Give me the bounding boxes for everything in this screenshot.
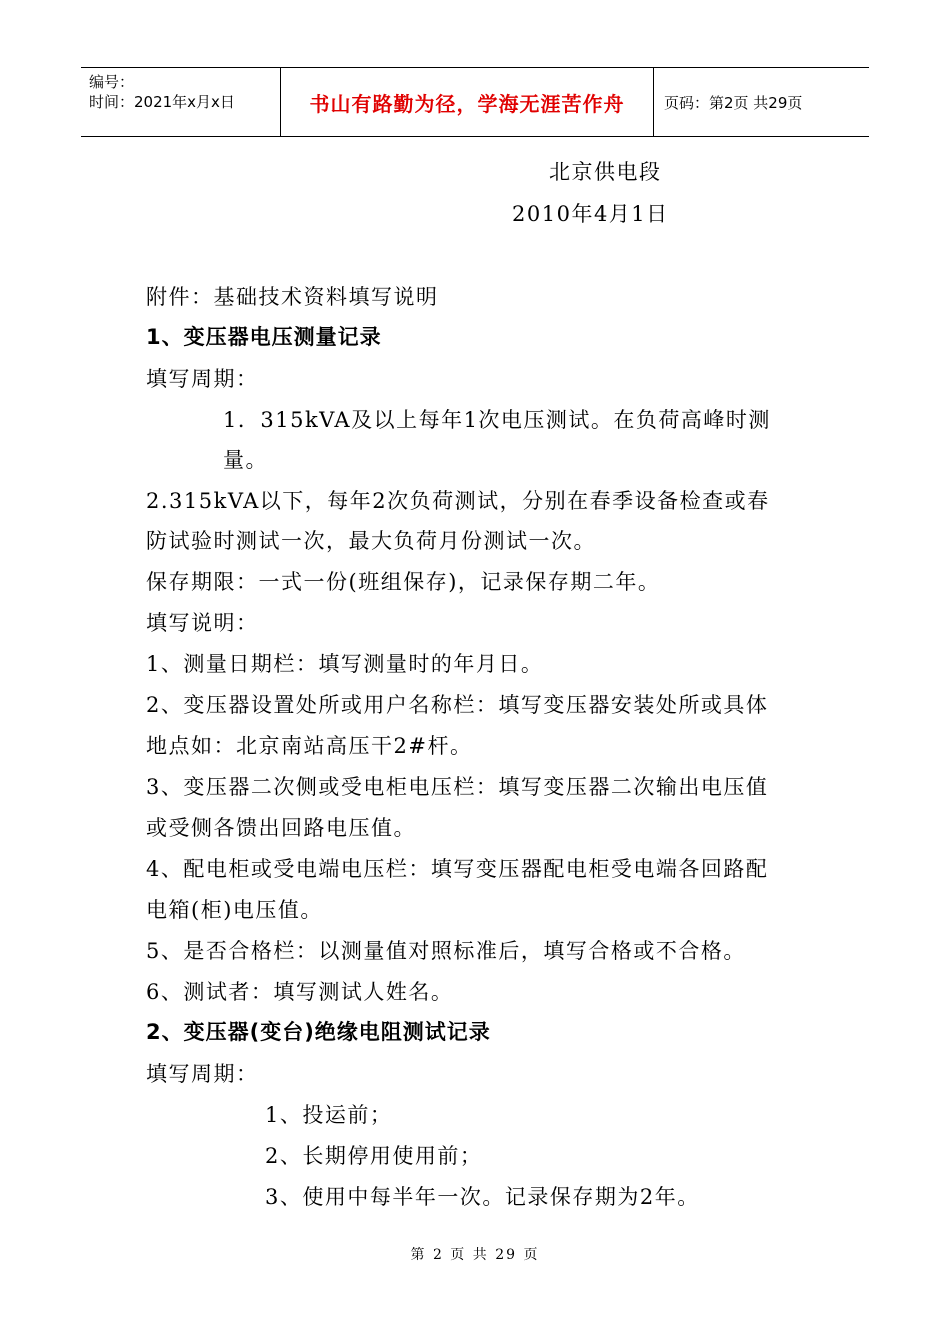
page-header (81, 67, 869, 137)
section-2-period-item-3: 3、使用中每半年一次。记录保存期为2年。 (265, 1185, 700, 1209)
doc-number-label: 编号： (89, 73, 135, 91)
section-1-instr-label: 填写说明： (146, 611, 259, 635)
section-1-instr-2a: 2、变压器设置处所或用户名称栏：填写变压器安装处所或具体 (146, 693, 769, 717)
section-1-period-item-2a: 2.315kVA以下，每年2次负荷测试，分别在春季设备检查或春 (146, 489, 770, 513)
section-1-instr-3b: 或受侧各馈出回路电压值。 (146, 816, 416, 840)
attachment-title: 附件：基础技术资料填写说明 (146, 285, 439, 309)
section-1-instr-5: 5、是否合格栏：以测量值对照标准后，填写合格或不合格。 (146, 939, 746, 963)
section-1-instr-4b: 电箱(柜)电压值。 (146, 898, 323, 922)
header-meta (81, 68, 281, 136)
section-1-instr-2b: 地点如：北京南站高压干2#杆。 (146, 734, 473, 758)
section-1-instr-3a: 3、变压器二次侧或受电柜电压栏：填写变压器二次输出电压值 (146, 775, 769, 799)
section-1-period-item-1b: 量。 (223, 448, 268, 472)
section-2-title: 2、变压器(变台)绝缘电阻测试记录 (146, 1020, 491, 1044)
doc-time-label: 时间：2021年x月x日 (89, 93, 235, 111)
page-footer: 第 2 页 共 29 页 (410, 1247, 540, 1263)
section-1-period-item-2b: 防试验时测试一次，最大负荷月份测试一次。 (146, 529, 596, 553)
signature-date: 2010年4月1日 (512, 202, 669, 226)
header-page-info: 页码：第2页 共29页 (664, 93, 803, 112)
section-1-retention: 保存期限：一式一份(班组保存)，记录保存期二年。 (146, 570, 661, 594)
section-1-instr-1: 1、测量日期栏：填写测量时的年月日。 (146, 652, 544, 676)
header-motto-cell (281, 68, 654, 136)
section-1-period-item-1a: 1．315kVA及以上每年1次电压测试。在负荷高峰时测 (223, 408, 771, 432)
section-1-title: 1、变压器电压测量记录 (146, 325, 382, 349)
section-1-period-label: 填写周期： (146, 367, 259, 391)
section-1-instr-6: 6、测试者：填写测试人姓名。 (146, 980, 454, 1004)
section-2-period-label: 填写周期： (146, 1062, 259, 1086)
section-2-period-item-1: 1、投运前； (265, 1103, 393, 1127)
signature-org: 北京供电段 (549, 160, 662, 184)
section-2-period-item-2: 2、长期停用使用前； (265, 1144, 483, 1168)
header-motto: 书山有路勤为径，学海无涯苦作舟 (309, 91, 625, 116)
section-1-instr-4a: 4、配电柜或受电端电压栏：填写变压器配电柜受电端各回路配 (146, 857, 769, 881)
